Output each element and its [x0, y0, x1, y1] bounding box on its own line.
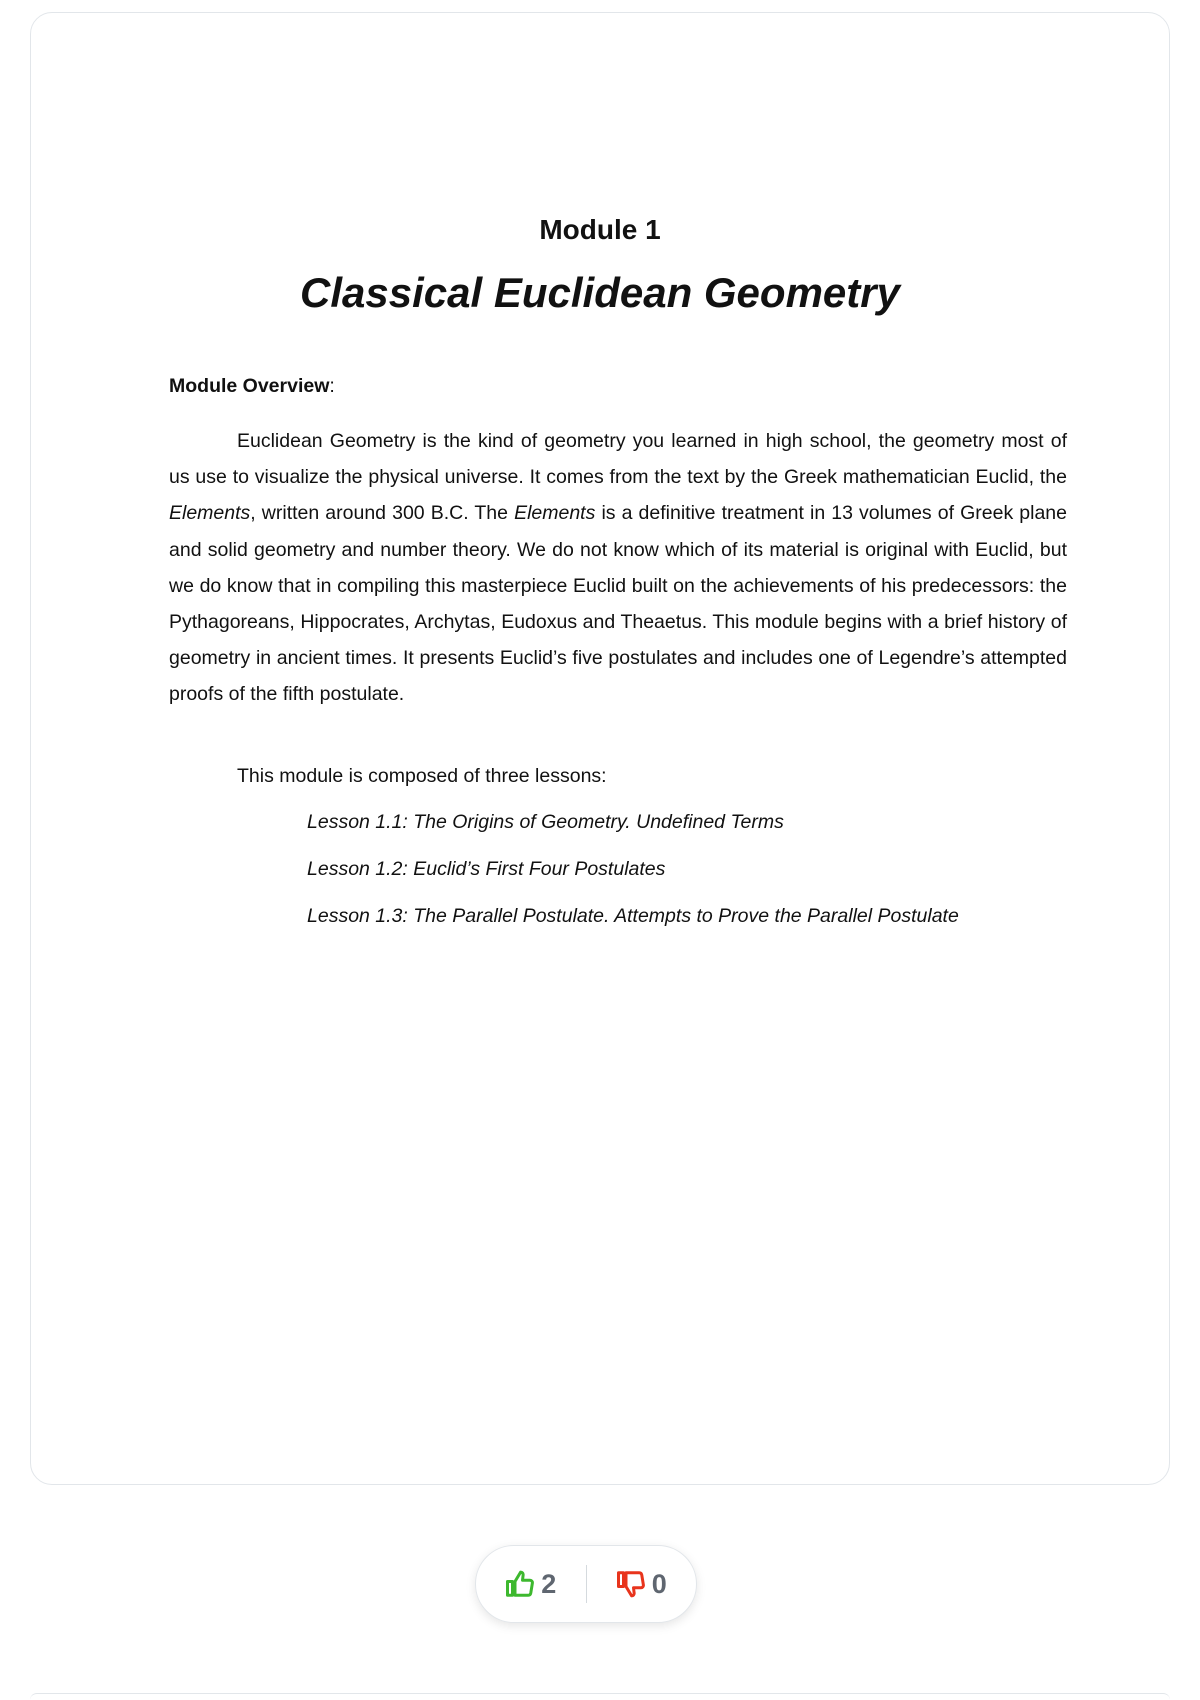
upvote-button[interactable] [476, 1546, 586, 1622]
module-label: Module 1 [539, 214, 661, 245]
document-page [30, 12, 1170, 1485]
vote-bar [475, 1545, 697, 1623]
overview-text-2: , written around 300 B.C. The [250, 502, 515, 525]
lessons-intro: This module is composed of three lessons: [237, 765, 607, 787]
elements-title-1: Elements [169, 502, 251, 525]
thumbs-up-icon [505, 1569, 535, 1599]
overview-heading-text: Module Overview [169, 375, 330, 397]
lesson-item-1-1: Lesson 1.1: The Origins of Geometry. Undefined Terms [307, 811, 784, 833]
downvote-button[interactable] [587, 1546, 697, 1622]
overview-text-3: is a definitive treatment in 13 volumes of Greek plane and solid geometry and number theory. We do not know which of its material is original with Euclid, but we do know that in compiling this masterpiece Euclid built on the achievements of his predecessors: the Pythagoreans, Hippocrates, Archytas, Eudoxus and Theaetus. This module begins with a brief history of geometry in ancient times. It presents Euclid’s five postulates and includes one of Legendre’s attempted proofs of the fifth postulate. [169, 502, 1067, 706]
next-card-edge [30, 1693, 1170, 1700]
thumbs-down-icon [616, 1569, 646, 1599]
upvote-count: 2 [541, 1568, 557, 1599]
overview-text-1: Euclidean Geometry is the kind of geometry you learned in high school, the geometry most of us use to visualize the physical universe. It comes from the text by the Greek mathematician Euclid, the [169, 430, 1067, 489]
overview-paragraph [169, 423, 1067, 713]
module-title: Classical Euclidean Geometry [300, 269, 900, 316]
elements-title-2: Elements [514, 502, 596, 525]
lesson-item-1-2: Lesson 1.2: Euclid’s First Four Postulates [307, 858, 666, 880]
downvote-count: 0 [651, 1568, 667, 1599]
overview-heading-colon: : [329, 375, 335, 397]
lesson-item-1-3: Lesson 1.3: The Parallel Postulate. Attempts to Prove the Parallel Postulate [307, 905, 959, 927]
overview-heading [169, 373, 335, 399]
